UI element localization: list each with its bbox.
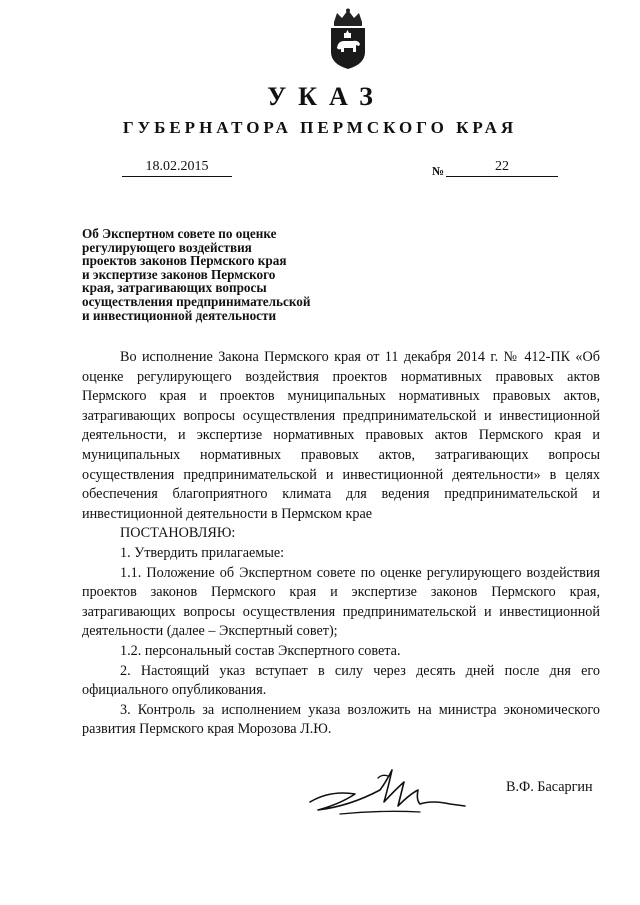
heading-line: края, затрагивающих вопросы — [82, 280, 267, 296]
item-2: 2. Настоящий указ вступает в силу через десять дней после дня его официального опубликования. — [82, 662, 600, 699]
decree-date: 18.02.2015 — [122, 159, 232, 177]
document-title: УКАЗ — [267, 82, 385, 111]
item-3: 3. Контроль за исполнением указа возложить на министра экономического развития Пермского края Морозова Л.Ю. — [82, 701, 600, 738]
document-subtitle: ГУБЕРНАТОРА ПЕРМСКОГО КРАЯ — [122, 118, 518, 137]
decree-number: 22 — [446, 159, 558, 177]
coat-of-arms-icon — [325, 8, 371, 70]
item-1-1: 1.1. Положение об Экспертном совете по оценке регулирующего воздействия проектов законов Пермского края и экспертизе законов Пермского края, затрагивающих вопросы осуществления предпринимательской и инвестиционной деятельности (далее – Экспертный совет); — [82, 564, 600, 640]
preamble-paragraph: Во исполнение Закона Пермского края от 11 декабря 2014 г. № 412-ПК «Об оценке регулирующего воздействия проектов нормативных правовых актов Пермского края и проектов муниципальных нормативных правовых актов, затрагивающих вопросы осуществления предпринимательской и инвестиционной деятельности, и экспертизе нормативных правовых актов Пермского края и муниципальных нормативных правовых актов, затрагивающих вопросы осуществления предпринимательской и инвестиционной деятельности» в целях обеспечения благоприятного климата для ведения предпринимательской и инвестиционной деятельности в Пермском крае — [82, 349, 600, 522]
number-sign: № — [432, 164, 445, 178]
heading-line: и экспертизе законов Пермского — [82, 266, 276, 282]
heading-line: и инвестиционной деятельности — [82, 307, 277, 323]
item-1: 1. Утвердить прилагаемые: — [120, 544, 285, 561]
heading-line: осуществления предпринимательской — [82, 293, 311, 309]
heading-line: проектов законов Пермского края — [82, 253, 287, 269]
signatory-name: В.Ф. Басаргин — [506, 779, 593, 795]
handwritten-signature — [300, 760, 470, 830]
heading-line: Об Экспертном совете по оценке — [82, 226, 277, 241]
item-1-2: 1.2. персональный состав Экспертного совета. — [120, 642, 401, 659]
heading-line: регулирующего воздействия — [82, 239, 252, 255]
decree-word: ПОСТАНОВЛЯЮ: — [120, 525, 236, 542]
decree-heading — [82, 227, 362, 322]
decree-body — [82, 348, 600, 740]
